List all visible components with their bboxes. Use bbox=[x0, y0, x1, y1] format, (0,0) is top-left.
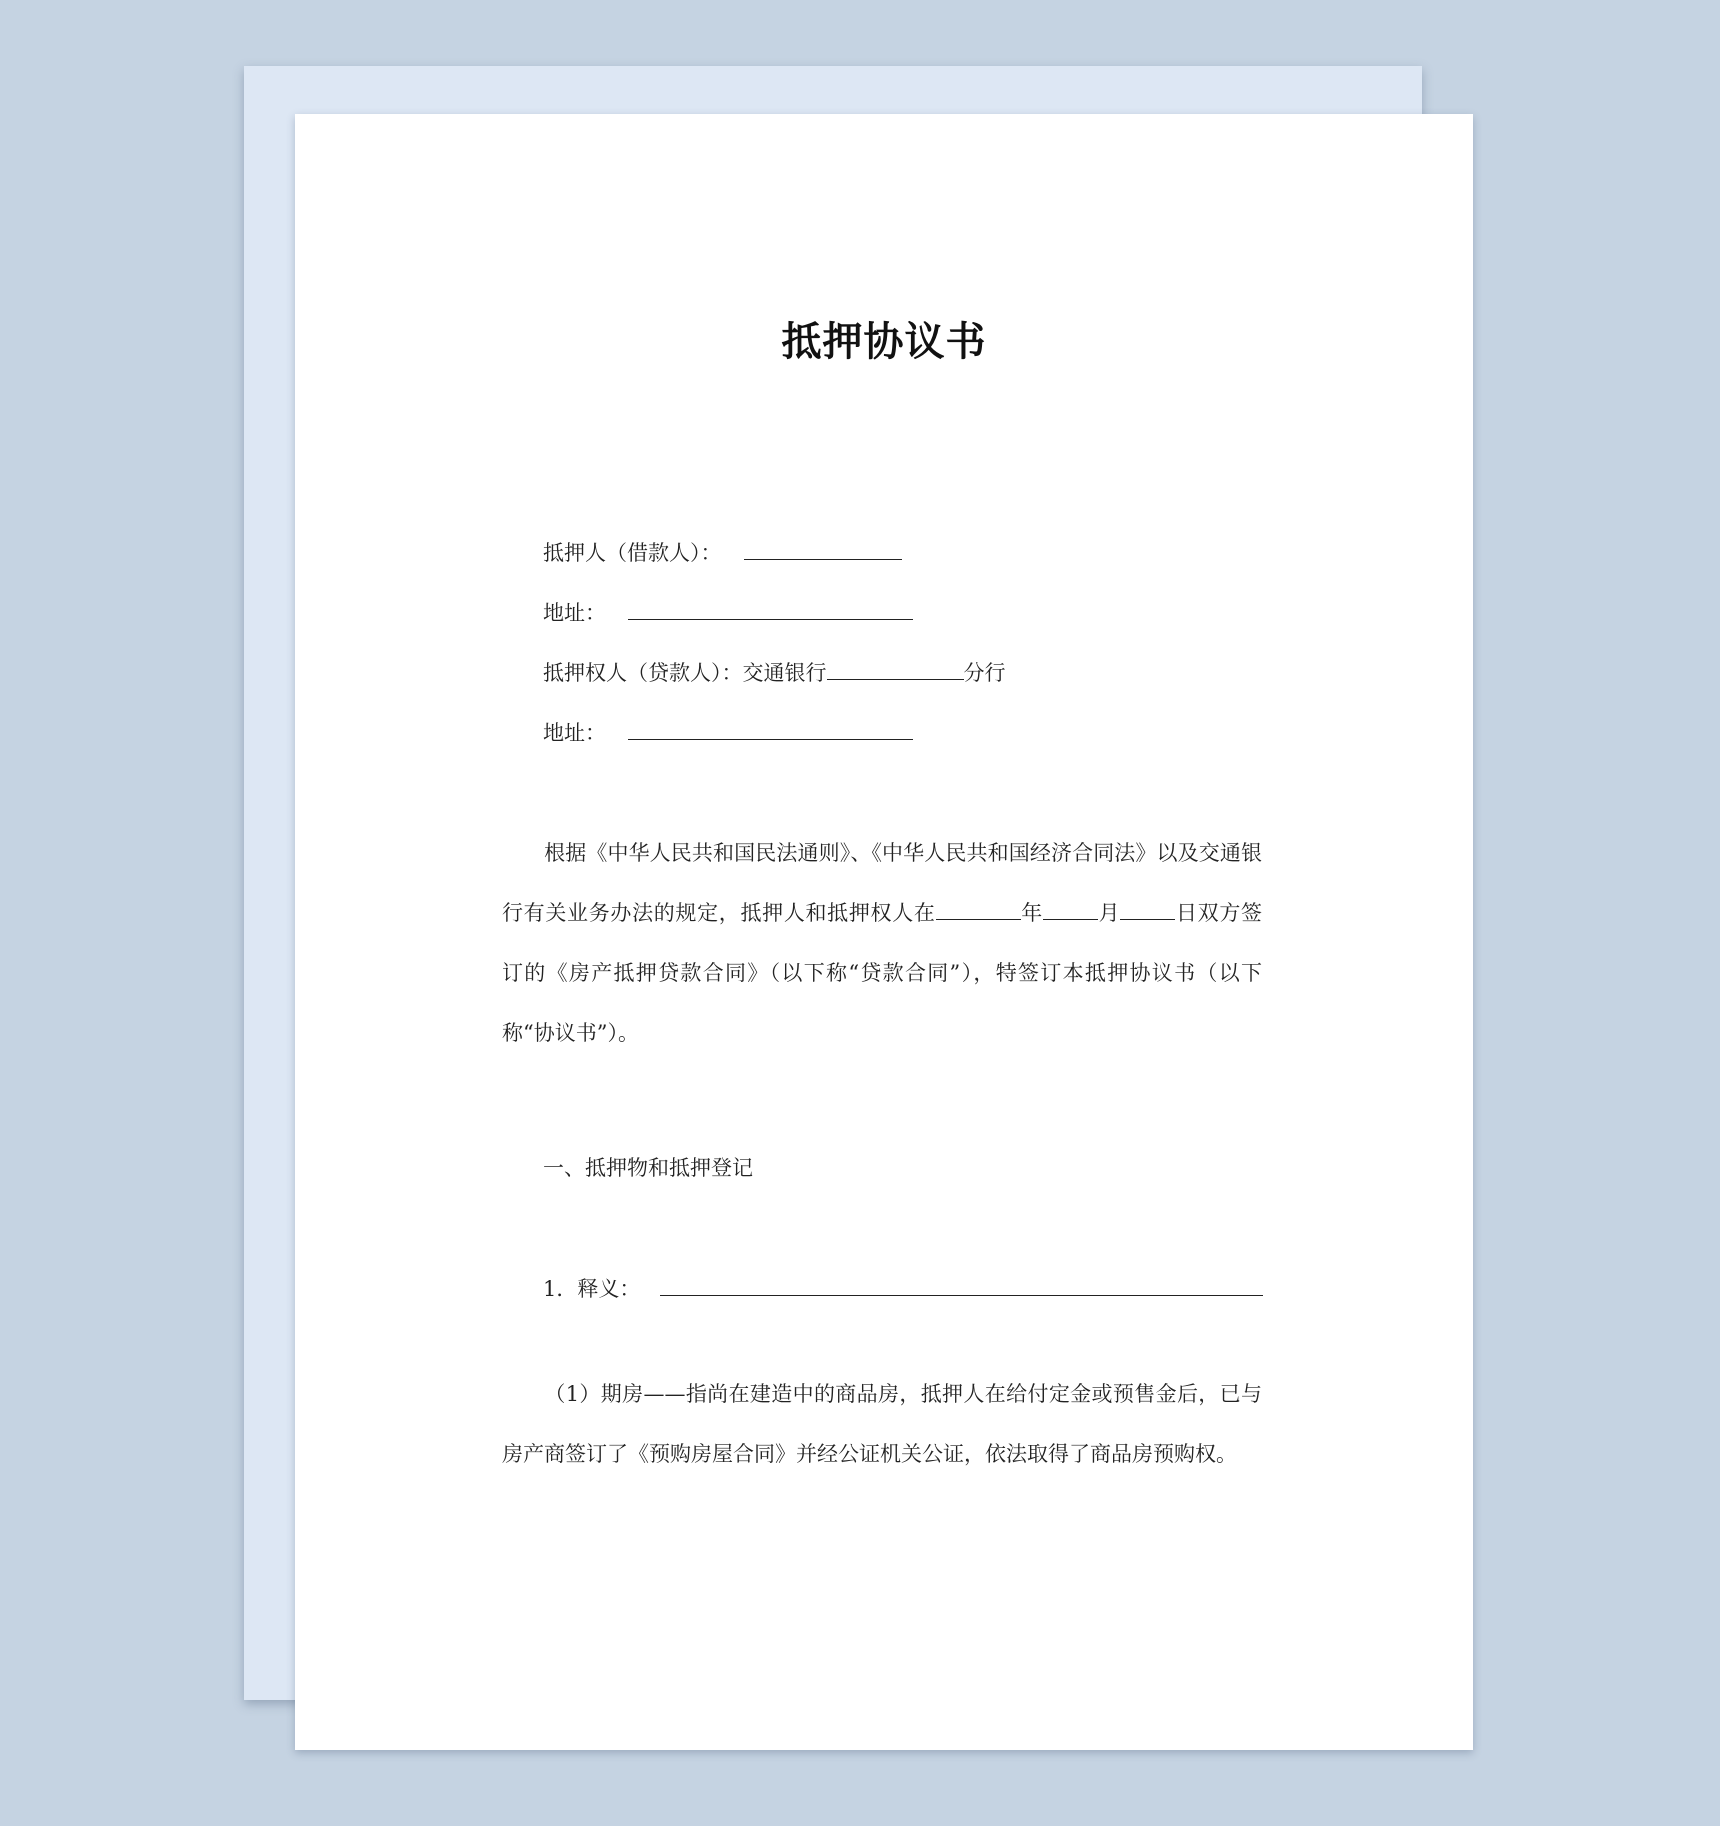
mortgagee-address-blank bbox=[628, 717, 913, 740]
mortgagee-branch-blank bbox=[827, 657, 964, 680]
mortgagee-address-label: 地址： bbox=[543, 721, 606, 745]
mortgagee-address-line bbox=[543, 717, 913, 748]
definition-label: 1．释义： bbox=[543, 1277, 641, 1301]
document-title: 抵押协议书 bbox=[781, 319, 987, 365]
definition-blank bbox=[660, 1273, 1263, 1296]
mortgagee-suffix: 分行 bbox=[963, 661, 1006, 685]
month-blank bbox=[1043, 897, 1098, 920]
mortgagor-blank bbox=[744, 537, 902, 560]
section1-heading: 一、抵押物和抵押登记 bbox=[543, 1156, 753, 1180]
year-label: 年 bbox=[1020, 901, 1043, 925]
mortgagor-address-line bbox=[543, 597, 913, 628]
day-blank bbox=[1120, 897, 1175, 920]
preamble-paragraph bbox=[502, 823, 1262, 1063]
mortgagee-line bbox=[543, 657, 1006, 688]
mortgagee-label: 抵押权人（贷款人）：交通银行 bbox=[543, 661, 827, 685]
document-page bbox=[295, 114, 1473, 1750]
definition-line bbox=[543, 1273, 1263, 1304]
year-blank bbox=[936, 897, 1021, 920]
mortgagor-label: 抵押人（借款人）： bbox=[543, 541, 722, 565]
preamble-part1: 根据《中华人民共和国民法通则》、《中华人民共和国经济合同法》以及交通银行有关业务办法的规定，抵押人和抵押权人在 bbox=[502, 841, 1262, 925]
mortgagor-address-label: 地址： bbox=[543, 601, 606, 625]
mortgagor-line bbox=[543, 537, 902, 568]
mortgagor-address-blank bbox=[628, 597, 913, 620]
clause-1-text: （1）期房——指尚在建造中的商品房，抵押人在给付定金或预售金后，已与房产商签订了《预购房屋合同》并经公证机关公证，依法取得了商品房预购权。 bbox=[502, 1382, 1262, 1466]
month-label: 月 bbox=[1097, 901, 1121, 925]
preamble-part2: 日双方签订的《房产抵押贷款合同》（以下称“贷款合同”），特签订本抵押协议书（以下称“协议书”）。 bbox=[502, 901, 1263, 1045]
clause-1-paragraph bbox=[502, 1364, 1262, 1484]
